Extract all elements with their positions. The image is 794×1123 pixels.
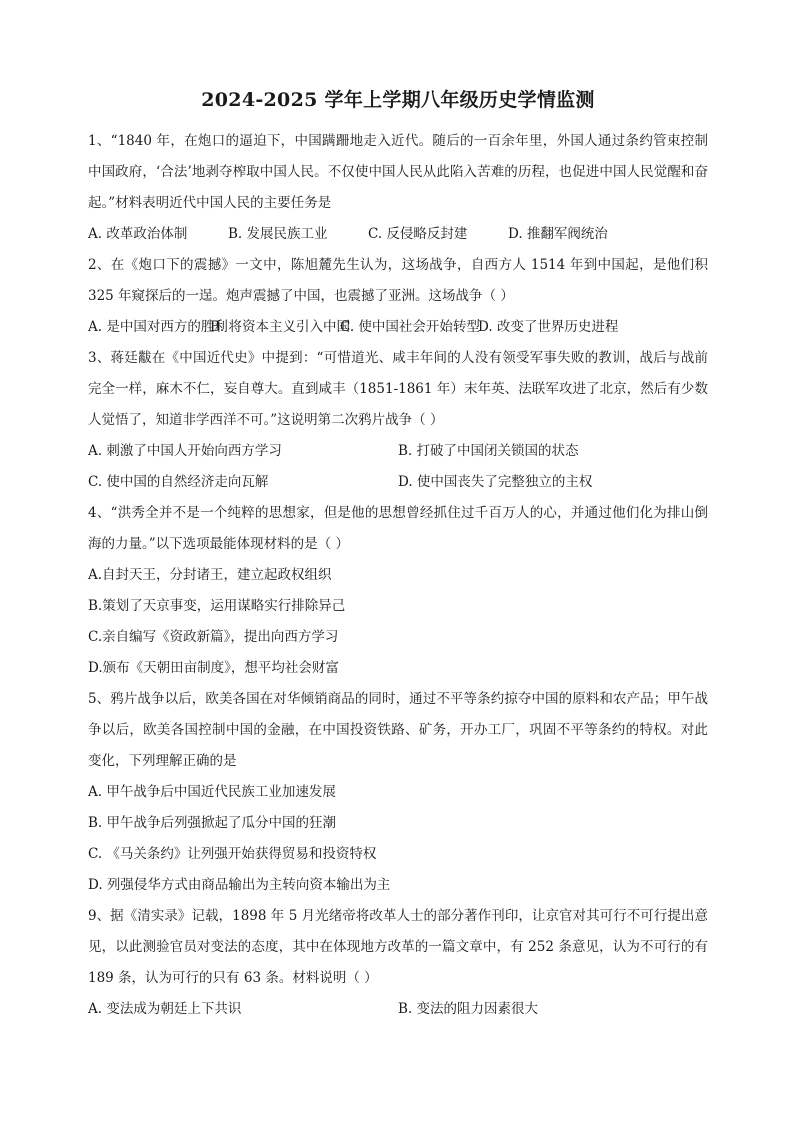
option-a: A. 甲午战争后中国近代民族工业加速发展 bbox=[88, 784, 336, 800]
option-a: A. 刺激了中国人开始向西方学习 bbox=[88, 443, 282, 459]
question-stem: 5、鸦片战争以后，欧美各国在对华倾销商品的同时，通过不平等条约掠夺中国的原料和农产品；甲午战争以后，欧美各国控制中国的金融，在中国投资铁路、矿务，开办工厂，巩固不平等条约的特权。对此变化，下列理解正确的是 bbox=[88, 691, 708, 769]
options-row bbox=[88, 312, 708, 343]
question-stem: 2、在《炮口下的震撼》一文中，陈旭麓先生认为，这场战争，自西方人 1514 年到中国起，是他们积 325 年窥探后的一逞。炮声震撼了中国，也震撼了亚洲。这场战争（ ） bbox=[88, 257, 708, 304]
question-9 bbox=[88, 901, 708, 1025]
option-c: C. 《马关条约》让列强开始获得贸易和投资特权 bbox=[88, 846, 377, 862]
option-b: B. 将资本主义引入中国 bbox=[210, 319, 351, 335]
option-c: C. 使中国社会开始转型 bbox=[340, 319, 480, 335]
option-b: B. 打破了中国闭关锁国的状态 bbox=[398, 443, 579, 459]
question-3 bbox=[88, 343, 708, 498]
option-a: A. 变法成为朝廷上下共识 bbox=[88, 1001, 242, 1017]
question-1 bbox=[88, 126, 708, 250]
question-stem: 1、“1840 年，在炮口的逼迫下，中国蹒跚地走入近代。随后的一百余年里，外国人通过条约管束控制中国政府，‘合法’地剥夺榨取中国人民。不仅使中国人民从此陷入苦难的历程，也促进中国人民觉醒和奋起。”材料表明近代中国人民的主要任务是 bbox=[88, 133, 708, 211]
page-title: 2024-2025 学年上学期八年级历史学情监测 bbox=[201, 89, 595, 111]
question-stem: 3、蒋廷黻在《中国近代史》中提到：“可惜道光、咸丰年间的人没有领受军事失败的教训，战后与战前完全一样，麻木不仁，妄自尊大。直到咸丰（1851-1861 年）末年英、法联军攻进了北京，然后有少数人觉悟了，知道非学西洋不可。”这说明第二次鸦片战争（ ） bbox=[88, 350, 708, 428]
option-b: B. 变法的阻力因素很大 bbox=[398, 1001, 539, 1017]
options-row bbox=[88, 219, 708, 250]
option-d: D.颁布《天朝田亩制度》，想平均社会财富 bbox=[88, 660, 339, 676]
option-c: C. 使中国的自然经济走向瓦解 bbox=[88, 474, 269, 490]
options-row bbox=[88, 994, 708, 1025]
question-stem: 4、“洪秀全并不是一个纯粹的思想家，但是他的思想曾经抓住过千百万人的心，并通过他们化为排山倒海的力量。”以下选项最能体现材料的是（ ） bbox=[88, 505, 708, 552]
question-stem: 9、据《清实录》记载，1898 年 5 月光绪帝将改革人士的部分著作刊印，让京官对其可行不可行提出意见，以此测验官员对变法的态度，其中在体现地方改革的一篇文章中，有 252 条意见，认为不可行的有 189 条，认为可行的只有 63 条。材料说明（ ） bbox=[88, 908, 708, 986]
option-d: D. 推翻军阀统治 bbox=[508, 226, 608, 242]
option-a: A.自封天王，分封诸王，建立起政权组织 bbox=[88, 567, 332, 583]
option-a: A. 是中国对西方的胜利 bbox=[88, 319, 228, 335]
option-c: C. 反侵略反封建 bbox=[368, 226, 468, 242]
option-b: B. 甲午战争后列强掀起了瓜分中国的狂潮 bbox=[88, 815, 337, 831]
option-d: D. 列强侵华方式由商品输出为主转向资本输出为主 bbox=[88, 877, 391, 893]
question-5 bbox=[88, 684, 708, 901]
options-row bbox=[88, 436, 708, 467]
option-b: B.策划了天京事变，运用谋略实行排除异己 bbox=[88, 598, 346, 614]
option-c: C.亲自编写《资政新篇》，提出向西方学习 bbox=[88, 629, 339, 645]
option-a: A. 改革政治体制 bbox=[88, 226, 188, 242]
option-b: B. 发展民族工业 bbox=[228, 226, 328, 242]
options-row bbox=[88, 467, 708, 498]
option-d: D. 使中国丧失了完整独立的主权 bbox=[398, 474, 593, 490]
question-4 bbox=[88, 498, 708, 684]
option-d: D. 改变了世界历史进程 bbox=[478, 319, 619, 335]
question-2 bbox=[88, 250, 708, 343]
